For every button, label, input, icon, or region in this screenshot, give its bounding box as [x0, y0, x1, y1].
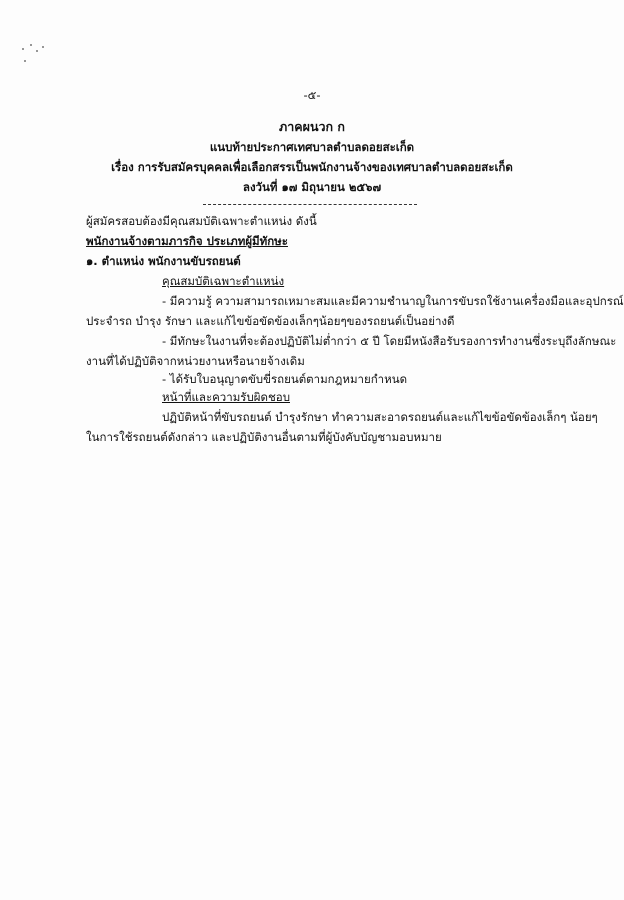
employee-type: พนักงานจ้างตามภารกิจ ประเภทผู้มีทักษะ	[86, 234, 288, 248]
announcement-date: ลงวันที่ ๑๗ มิถุนายน ๒๕๖๗	[242, 180, 382, 194]
position-title: ๑. ตำแหน่ง พนักงานขับรถยนต์	[86, 254, 241, 268]
scan-speck	[42, 46, 44, 48]
duties-text: ปฏิบัติหน้าที่ขับรถยนต์ บำรุงรักษา ทำความสะอาดรถยนต์และแก้ไขข้อขัดข้องเล็กๆ น้อยๆ	[162, 410, 598, 424]
scan-speck	[30, 44, 32, 46]
page-number: -๕-	[303, 88, 321, 102]
qualification-item: - มีความรู้ ความสามารถเหมาะสมและมีความชำนาญในการขับรถใช้งานเครื่องมือและอุปกรณ์	[162, 294, 624, 308]
scan-speck	[36, 50, 38, 52]
scan-specks	[22, 42, 52, 72]
qualification-item: - ได้รับใบอนุญาตขับขี่รถยนต์ตามกฎหมายกำหนด	[162, 372, 408, 386]
scan-speck	[22, 48, 24, 50]
qualification-item-continued: งานที่ได้ปฏิบัติจากหน่วยงานหรือนายจ้างเดิม	[86, 354, 305, 368]
qualification-item-continued: ประจำรถ บำรุง รักษา และแก้ไขข้อขัดข้องเล็กๆน้อยๆของรถยนต์เป็นอย่างดี	[86, 314, 455, 328]
duties-header: หน้าที่และความรับผิดชอบ	[162, 390, 290, 404]
annex-title: ภาคผนวก ก	[279, 119, 345, 134]
scan-speck	[24, 60, 26, 62]
annex-subtitle: แนบท้ายประกาศเทศบาลตำบลดอยสะเก็ด	[209, 140, 415, 154]
intro-text: ผู้สมัครสอบต้องมีคุณสมบัติเฉพาะตำแหน่ง ดังนี้	[86, 214, 317, 228]
separator-dashes	[203, 204, 417, 205]
qualification-item: - มีทักษะในงานที่จะต้องปฏิบัติไม่ต่ำกว่า ๕ ปี โดยมีหนังสือรับรองการทำงานซึ่งระบุถึงลักษณะ	[162, 334, 617, 348]
duties-text-continued: ในการใช้รถยนต์ดังกล่าว และปฏิบัติงานอื่นตามที่ผู้บังคับบัญชามอบหมาย	[86, 430, 442, 444]
qualifications-header: คุณสมบัติเฉพาะตำแหน่ง	[162, 274, 285, 288]
announcement-subject: เรื่อง การรับสมัครบุคคลเพื่อเลือกสรรเป็นพนักงานจ้างของเทศบาลตำบลดอยสะเก็ด	[111, 160, 513, 174]
